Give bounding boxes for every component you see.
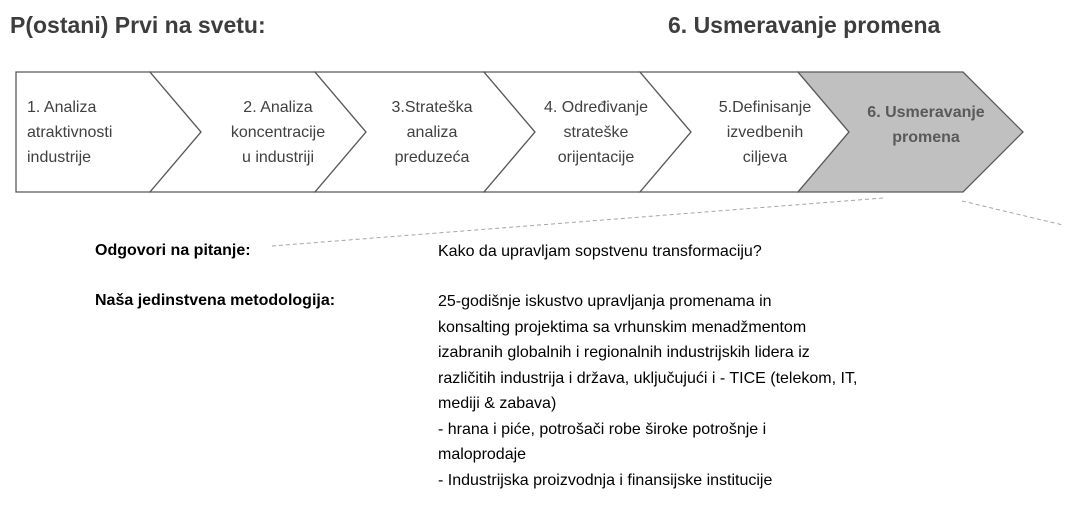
process-step-1-label: [27, 95, 112, 170]
step-line: 4. Određivanje: [543, 99, 649, 116]
methodology-line: 25-godišnje iskustvo upravljanja promenama in: [438, 293, 772, 310]
methodology-line: mediji & zabava): [438, 395, 557, 412]
step-line: orijentacije: [557, 149, 635, 166]
step-line: industrije: [27, 149, 92, 166]
step-line: 1. Analiza: [27, 99, 97, 116]
process-step-5-label: [690, 95, 840, 170]
step-line: 3.Strateška: [391, 99, 473, 116]
step-line: 2. Analiza: [243, 99, 313, 116]
process-step-4-label: [516, 95, 676, 170]
methodology-line: različitih industrija i država, uključujući i - TICE (telekom, IT,: [438, 369, 858, 387]
question-text: [438, 239, 1038, 265]
step-line: atraktivnosti: [27, 124, 113, 141]
methodology-line: - hrana i piće, potrošači robe široke potrošnje i: [438, 420, 767, 438]
process-step-2-label: [208, 95, 348, 170]
step-line: 6. Usmeravanje: [867, 104, 985, 121]
methodology-line: izabranih globalnih i regionalnih industrijskih lidera iz: [438, 344, 810, 361]
step-line: preduzeća: [394, 149, 470, 166]
step-line: analiza: [406, 124, 458, 141]
step-line: promena: [892, 129, 960, 146]
step-line: strateške: [563, 124, 629, 141]
methodology-line: - Industrijska proizvodnja i finansijske institucije: [438, 471, 773, 489]
callout-line-right: [962, 201, 1063, 225]
page-title: P(ostani) Prvi na svetu:: [10, 12, 266, 38]
question-label: Odgovori na pitanje:: [95, 242, 251, 259]
methodology-label: Naša jedinstvena metodologija:: [95, 292, 336, 309]
step-line: u industriji: [241, 149, 315, 166]
methodology-line: konsalting projektima sa vrhunskim menadžmentom: [438, 318, 807, 336]
methodology-text: [438, 289, 1038, 493]
step-line: 5.Definisanje: [718, 99, 812, 116]
question-line: Kako da upravljam sopstvenu transformaciju?: [438, 243, 762, 260]
section-title: 6. Usmeravanje promena: [668, 12, 941, 38]
process-step-6-label: [846, 100, 1006, 150]
step-line: koncentracije: [230, 124, 326, 141]
step-line: ciljeva: [742, 149, 788, 166]
methodology-line: maloprodaje: [438, 446, 527, 463]
step-line: izvedbenih: [726, 124, 804, 141]
process-step-3-label: [362, 95, 502, 170]
